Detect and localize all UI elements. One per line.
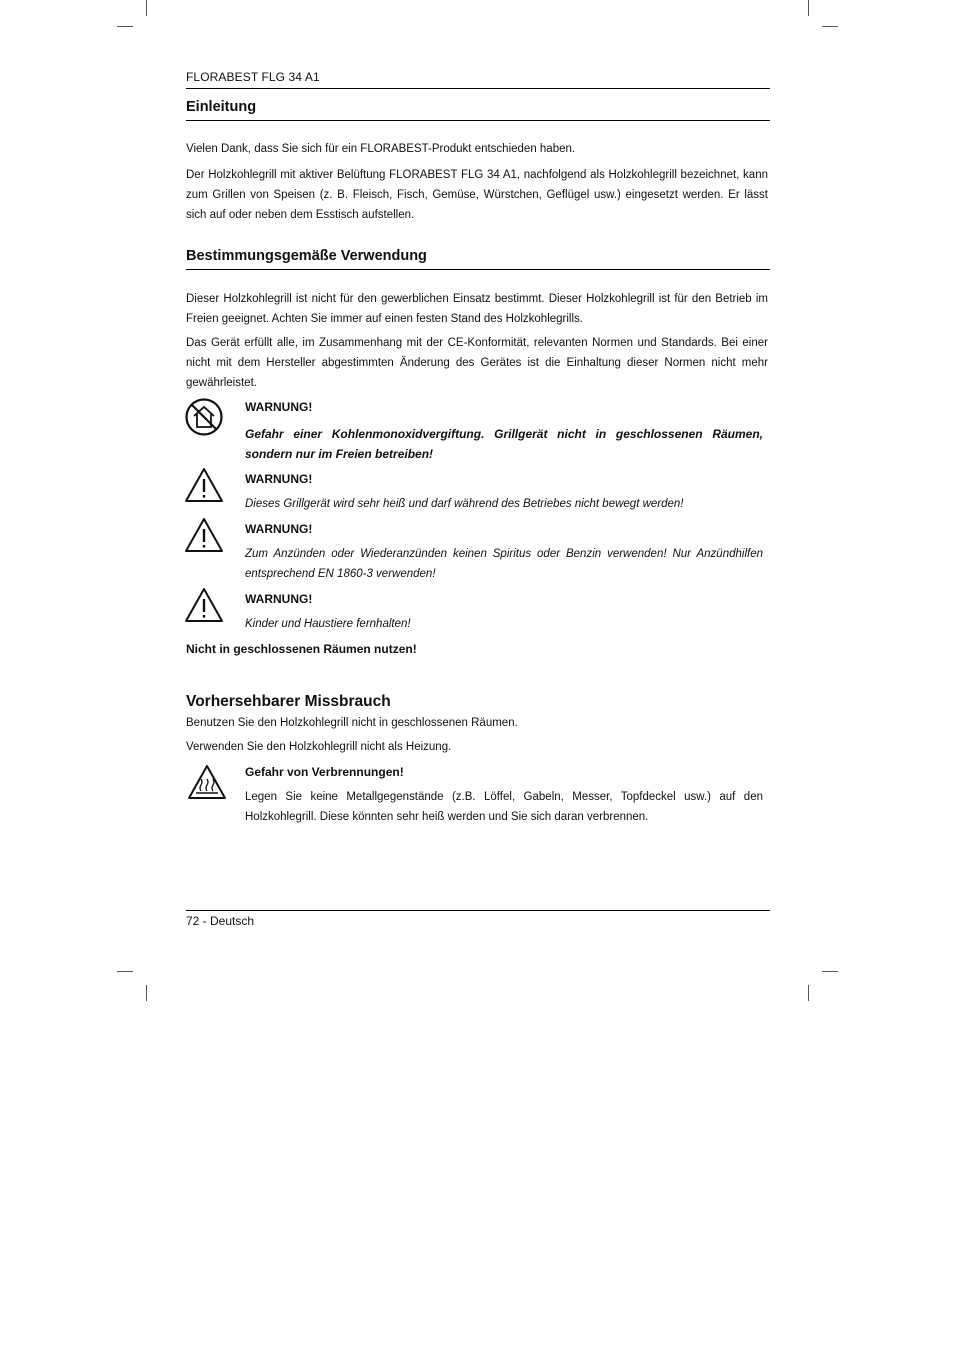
heading-rule: [186, 269, 770, 270]
heading-einleitung: Einleitung: [186, 99, 257, 115]
intended-use-paragraph-1: Dieser Holzkohlegrill ist nicht für den gewerblichen Einsatz bestimmt. Dieser Holzkohlegrill ist für den Betrieb im Freien geeignet. Achten Sie immer auf einen festen Stand des Holzkohlegrills.: [186, 293, 768, 325]
crop-mark: [808, 985, 809, 1001]
crop-mark: [146, 0, 147, 16]
burn-warning-text: Legen Sie keine Metallgegenstände (z.B. Löffel, Gabeln, Messer, Topfdeckel usw.) auf den Holzkohlegrill. Diese könnten sehr heiß werden und Sie sich daran verbrennen.: [245, 791, 763, 823]
crop-mark: [117, 971, 133, 972]
running-head: FLORABEST FLG 34 A1: [186, 70, 320, 84]
crop-mark: [117, 26, 133, 27]
warning-text: Dieses Grillgerät wird sehr heiß und darf während des Betriebes nicht bewegt werden!: [245, 498, 684, 510]
warning-title: WARNUNG!: [245, 592, 313, 606]
burn-warning-title: Gefahr von Verbrennungen!: [245, 765, 404, 779]
closing-note: Nicht in geschlossenen Räumen nutzen!: [186, 642, 417, 656]
misuse-paragraph-1: Benutzen Sie den Holzkohlegrill nicht in geschlossenen Räumen.: [186, 717, 518, 729]
warning-triangle-icon: [184, 467, 224, 503]
intro-paragraph-1: Vielen Dank, dass Sie sich für ein FLORABEST-Produkt entschieden haben.: [186, 143, 576, 155]
warning-text: Kinder und Haustiere fernhalten!: [245, 618, 411, 630]
warning-text: Gefahr einer Kohlenmonoxidvergiftung. Grillgerät nicht in geschlossenen Räumen, sondern nur im Freien betreiben!: [245, 427, 763, 461]
crop-mark: [146, 985, 147, 1001]
heading-misuse: Vorhersehbarer Missbrauch: [186, 693, 391, 710]
warning-triangle-icon: [184, 517, 224, 553]
footer-rule: [186, 910, 770, 911]
warning-triangle-icon: [184, 587, 224, 623]
crop-mark: [822, 971, 838, 972]
no-indoor-icon: [184, 397, 224, 437]
misuse-paragraph-2: Verwenden Sie den Holzkohlegrill nicht als Heizung.: [186, 741, 452, 753]
intro-paragraph-2: Der Holzkohlegrill mit aktiver Belüftung FLORABEST FLG 34 A1, nachfolgend als Holzkohlegrill bezeichnet, kann zum Grillen von Speisen (z. B. Fleisch, Fisch, Gemüse, Würstchen, Geflügel usw.) eingesetzt werden. Er lässt sich auf oder neben dem Esstisch aufstellen.: [186, 169, 768, 221]
heading-intended-use: Bestimmungsgemäße Verwendung: [186, 248, 427, 264]
crop-mark: [808, 0, 809, 16]
warning-title: WARNUNG!: [245, 472, 313, 486]
warning-title: WARNUNG!: [245, 400, 313, 414]
hot-surface-icon: [187, 764, 227, 800]
warning-text: Zum Anzünden oder Wiederanzünden keinen Spiritus oder Benzin verwenden! Nur Anzündhilfen entsprechend EN 1860-3 verwenden!: [245, 548, 763, 580]
header-rule: [186, 88, 770, 89]
crop-mark: [822, 26, 838, 27]
warning-title: WARNUNG!: [245, 522, 313, 536]
intended-use-paragraph-2: Das Gerät erfüllt alle, im Zusammenhang mit der CE-Konformität, relevanten Normen und Standards. Bei einer nicht mit dem Hersteller abgestimmten Änderung des Gerätes ist die Einhaltung dieser Normen nicht mehr gewährleistet.: [186, 337, 768, 389]
page-footer: 72 - Deutsch: [186, 914, 255, 928]
heading-rule: [186, 120, 770, 121]
